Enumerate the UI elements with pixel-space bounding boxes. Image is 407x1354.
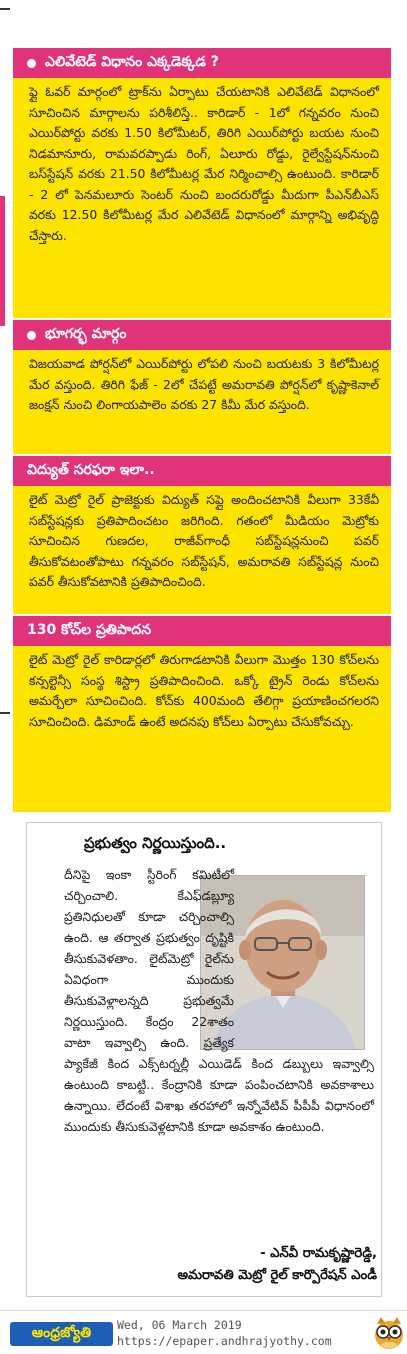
page-edge-bar <box>0 196 5 326</box>
section-panel-elevated <box>13 78 391 318</box>
newspaper-logo[interactable]: ఆంధ్రజ్యోతి <box>10 1322 113 1346</box>
section-body-coaches: లైట్ మెట్రో రైల్ కారిడార్లలో తిరుగాడటానికి వీలుగా మొత్తం 130 కోచ్‌లను కన్సల్టెన్సీ సంస్థ శిస్ట్రా ప్రతిపాదించింది. ఒక్కో ట్రైన్ రెండు కోచ్‌లను అమర్చేలా సూచించింది. కోచ్‌కు 400మంది తేలిగ్గా ప్రయాణించగలరని సూచించింది. డిమాండ్ ఉంటే అదనపు కోచ్‌లు ఏర్పాటు చేసుకోవచ్చు. <box>29 652 379 729</box>
section-panel-coaches <box>13 646 391 812</box>
section-body-underground: విజయవాడ పోర్షన్‌లో ఎయిర్‌పోర్టు లోపలి నుంచి బయటకు 3 కిలోమీటర్ల మేర వస్తుంది. తిరిగి ఫేజ్ - 2లో చేపట్టే అమరావతి పోర్షన్‌లో కృష్ణాకెనాల్ జంక్షన్ నుంచి లింగాయపాలెం వరకు 27 కిమీ మేర వస్తుంది. <box>29 356 379 412</box>
page-edge-mark <box>0 712 10 714</box>
section-panel-power-supply <box>13 486 391 614</box>
section-heading-coaches: 130 కోచ్‌ల ప్రతిపాదన <box>13 616 391 646</box>
section-heading-power-supply: విద్యుత్ సరఫరా ఇలా.. <box>13 456 391 486</box>
quote-body: దీనిపై ఇంకా స్టీరింగ్ కమిటీలో చర్చించాలి. కేఎఫ్‌డబ్ల్యూ ప్రతినిధులతో కూడా చర్చించాల్సి ఉంది. ఆ తర్వాత ప్రభుత్వం దృష్టికి తీసుకువెళతాం. లైట్‌మెట్రో రైల్‌ను ఏవిధంగా ముందుకు తీసుకువెళ్లాలన్నది ప్రభుత్వమే నిర్ణయిస్తుంది. కేంద్రం 22శాతం వాటా ఇవ్వాల్సి ఉంది. ప్రత్యేక ప్యాకేజీ కింద ఎక్స్‌టర్నల్లీ ఎయిడెడ్ కింద డబ్బులు ఇవ్వాల్సి ఉంటుంది కాబట్టి.. కేంద్రానికి కూడా పంపించటానికి అవకాశాలు ఉన్నాయి. లేదంటే విశాఖ తరహాలో ఇన్నోవేటివ్ పీపీపీ విధానంలో ముందుకు తీసుకువెళ్లటానికి కూడా అవకాశం ఉంటుంది. <box>64 864 374 1137</box>
bullet-icon <box>27 331 36 340</box>
section-body-power-supply: లైట్ మెట్రో రైల్ ప్రాజెక్టుకు విద్యుత్ సప్లై అందించటానికి వీలుగా 33కేవీ సబ్‌స్టేషన్లకు ప్రతిపాదించటం జరిగింది. గతంలో మీడియం మెట్రోకు సూచించిన గుణదల, రాజీవ్‌గాంధీ సబ్‌స్టేషన్లనుంచి పవర్ తీసుకోవటంతోపాటు గన్నవరం సబ్‌స్టేషన్, అమరావతి సబ్‌స్టేషన్ల నుంచి పవర్ తీసుకోవటానికి ప్రతిపాదించింది. <box>29 492 379 589</box>
section-heading-elevated: ఎలివేటెడ్ విధానం ఎక్కడెక్కడ ? <box>13 48 391 78</box>
section-panel-underground <box>13 350 391 454</box>
quote-signature-designation: అమరావతి మెట్రో రైల్ కార్పొరేషన్ ఎండీ <box>177 1268 377 1283</box>
photo-spacer <box>234 864 374 1052</box>
edition-date: Wed, 06 March 2019 <box>117 1318 242 1332</box>
quote-signature-name: - ఎన్‌వీ రామకృష్ణారెడ్డి, <box>260 1246 377 1261</box>
owl-mascot-icon <box>372 1314 406 1350</box>
page-edge-mark <box>0 8 10 10</box>
section-body-elevated: ఫ్లై ఓవర్ మార్గంలో ట్రాక్‌ను ఏర్పాటు చేయటానికి ఎలివేటెడ్ విధానంలో సూచించిన మార్గాలను పరిశీలిస్తే.. కారిడార్ - 1లో గన్నవరం నుంచి ఎయిర్‌పోర్టు వరకు 1.50 కిలోమీటర్, తిరిగి ఎయిర్‌పోర్టు బయట నుంచి నిడమానూరు, రామవరప్పాడు రింగ్, ఏలూరు రోడ్డు, రైల్వేస్టేషన్‌నుంచి బస్‌స్టేషన్ వరకు 21.50 కిలోమీటర్ల మేర నిర్మించాల్సి ఉంటుంది. కారిడార్ - 2 లో పెనమలూరు సెంటర్ నుంచి బందరురోడ్డు మీదుగా పీఎన్‌బీఎస్ వరకు 12.50 కిలోమీటర్ల మేర ఎలివేటెడ్ విధానంలో మార్గాన్ని అభివృద్ధి చేస్తారు. <box>29 84 379 243</box>
section-heading-underground: భూగర్భ మార్గం <box>13 320 391 350</box>
footer-divider <box>0 1310 407 1311</box>
quote-title: ప్రభుత్వం నిర్ణయిస్తుంది.. <box>84 834 227 852</box>
bullet-icon <box>27 59 36 68</box>
epaper-link[interactable]: https://epaper.andhrajyothy.com <box>117 1334 332 1348</box>
